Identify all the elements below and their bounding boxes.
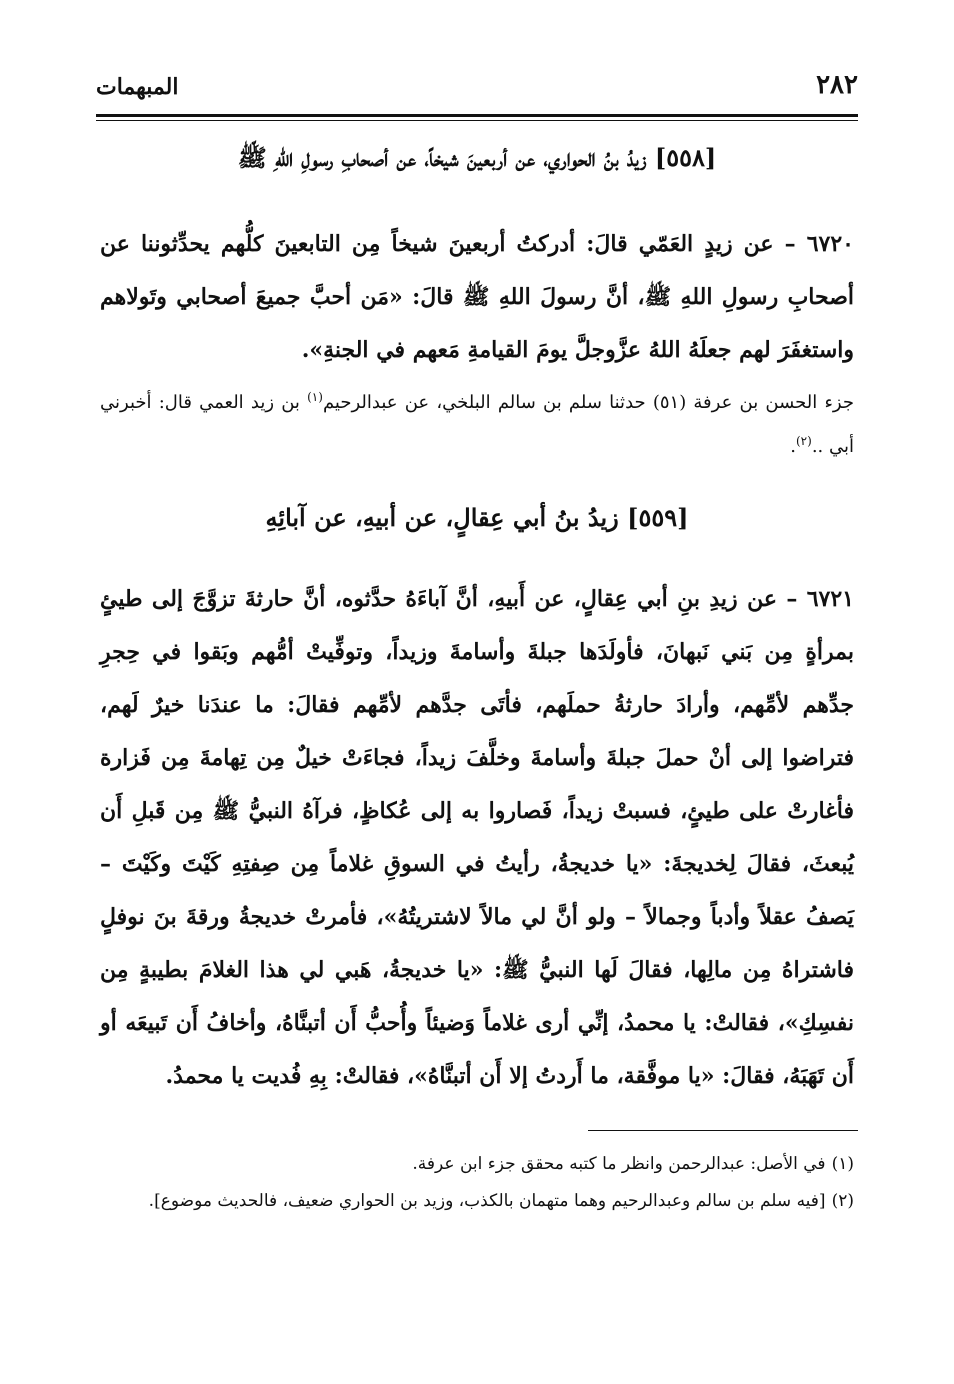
footnote-separator	[588, 1130, 858, 1131]
hadith-paragraph-6721: ٦٧٢١ – عن زيدِ بنِ أبي عِقالٍ، عن أَبيهِ، أنَّ آباءَهُ حدَّثوه، أنَّ حارثةَ تزوَّجَ إلى طيئٍ بمرأةٍ مِن بَني نَبهانَ، فأولَدَها جبلةَ وأسامةَ وزيداً، وتوفِّيتْ أمُّهم وبَقوا في حِجرِ جدِّهم لأمِّهم، وأرادَ حارثةُ حملَهم، فأتَى جدَّهم لأمِّهم فقالَ: ما عندَنا خيرٌ لَهم، فتراضوا إلى أنْ حملَ جبلةَ وأسامةَ وخلَّفَ زيداً، فجاءَتْ خيلٌ مِن تِهامةَ مِن فَزارة فأغارتْ على طيئٍ، فسبتْ زيداً، فَصاروا به إلى عُكاظٍ، فرآهُ النبيُّ ﷺ مِن قَبلِ أَن يُبعثَ، فقالَ لِخديجةَ: «يا خديجةُ، رأيتُ في السوقِ غلاماً مِن صِفتِهِ كَيْتَ وكَيْتَ – يَصفُ عقلاً وأدباً وجمالاً – ولو أنَّ لي مالاً لاشتريتُهُ»، فأمرتْ خديجةُ ورقةَ بنَ نوفلٍ فاشتراهُ مِن مالِها، فقالَ لَها النبيُّ ﷺ: «يا خديجةُ، هَبي لي هذا الغلامَ بطيبةٍ مِن نفسِكِ»، فقالتْ: يا محمدُ، إنِّي أرى غلاماً وَضيئاً وأُحبُّ أَن أتبنَّاهُ، وأخافُ أَن تَبيعَه أو أَن تَهَبَهُ، فقالَ: «يا موفَّقة، ما أَردتُ إلا أَن أتبنَّاهُ»، فقالتْ: بِهِ فُديت يا محمدُ.	[100, 586, 854, 1089]
hadith-paragraph-6720: ٦٧٢٠ – عن زيدٍ العَمّي قالَ: أدركتُ أربعينَ شيخاً مِن التابعينَ كلُّهم يحدِّثوننا عن أصحابِ رسولِ اللهِ ﷺ، أنَّ رسولَ اللهِ ﷺ قالَ: «مَن أحبَّ جميعَ أصحابي وتَولاهم واستغفَرَ لهم جعلَهُ اللهُ عزَّوجلَّ يومَ القيامةِ مَعهم في الجنةِ».	[100, 231, 854, 363]
footnote-ref-1: (١)	[307, 390, 323, 404]
page-header	[96, 70, 858, 110]
source-text-middle: بن زيد العمي قال: أخبرني أبي ..	[100, 392, 854, 457]
footnotes	[100, 1148, 854, 1222]
footnote-2	[100, 1185, 854, 1218]
footnote-number: (٢)	[831, 1191, 854, 1211]
section-heading-559: [٥٥٩] زيدُ بنُ أبي عِقالٍ، عن أبيهِ، عن آبائِهِ	[265, 503, 689, 532]
header-rule-thick	[96, 114, 858, 117]
footnote-1	[100, 1148, 854, 1181]
source-text-start: جزء الحسن بن عرفة (٥١) حدثنا سلم بن سالم البلخي، عن عبدالرحيم	[322, 392, 854, 413]
footnote-text: في الأصل: عبدالرحمن وانظر ما كتبه محقق جزء ابن عرفة.	[412, 1154, 826, 1174]
source-text-end: .	[790, 436, 796, 457]
footnote-number: (١)	[831, 1154, 854, 1174]
footnote-ref-2: (٢)	[795, 434, 812, 448]
section-heading-558: [٥٥٨] زيدُ بنُ الحواري، عن أربعينَ شيخاً، عن أصحابِ رسولِ اللهِ ﷺ	[237, 143, 717, 172]
running-title: المبهمات	[96, 74, 179, 100]
footnote-text: [فيه سلم بن سالم وعبدالرحيم وهما متهمان بالكذب، وزيد بن الحواري ضعيف، فالحديث موضوع].	[148, 1191, 826, 1211]
source-reference	[100, 378, 854, 466]
page-number: ٢٨٢	[816, 70, 858, 100]
header-rule-thin	[96, 120, 858, 121]
